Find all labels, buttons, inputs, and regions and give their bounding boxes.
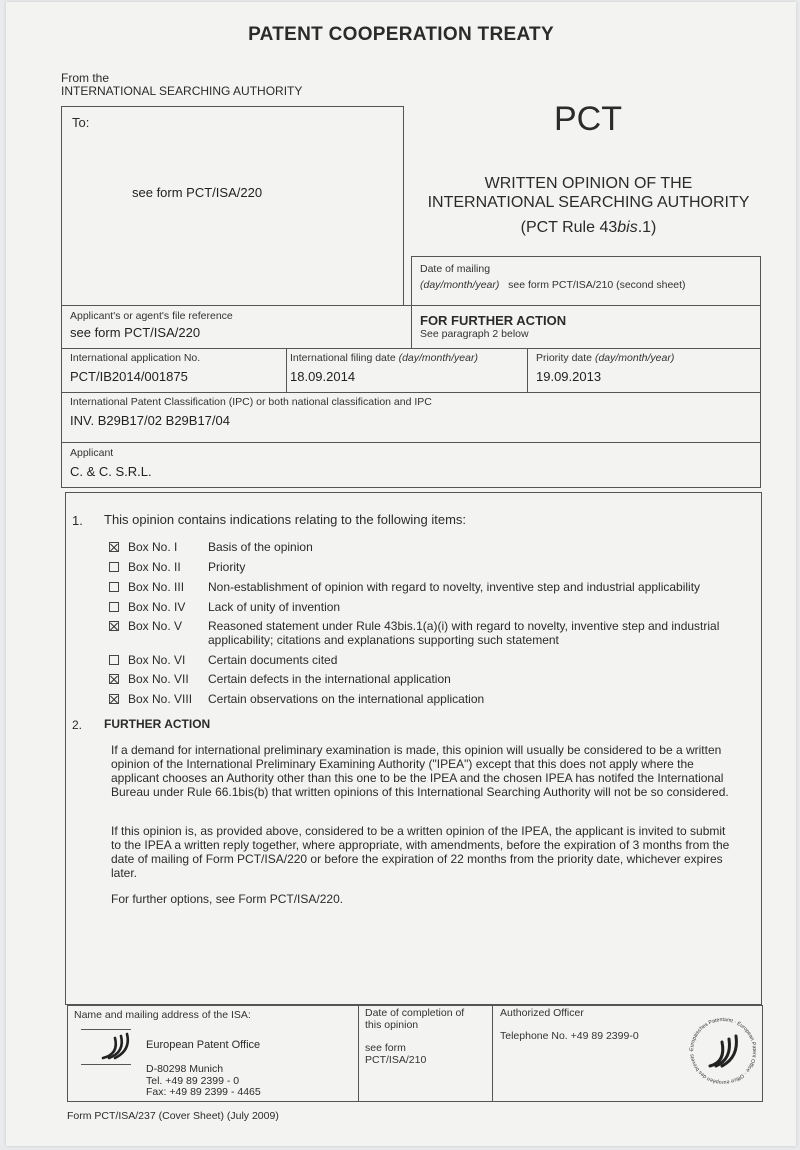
pct-mark: PCT — [554, 100, 622, 138]
item-row — [109, 560, 728, 574]
item-box-number: Box No. IV — [128, 600, 186, 614]
section2-number: 2. — [72, 718, 83, 732]
from-line: From the — [61, 71, 110, 85]
item-description: Certain defects in the international application — [208, 672, 451, 686]
file-reference-value: see form PCT/ISA/220 — [70, 325, 201, 340]
epo-fax: Fax: +49 89 2399 - 4465 — [146, 1086, 261, 1098]
item-row — [109, 672, 728, 686]
item-box-number: Box No. VII — [128, 672, 189, 686]
applicant-label: Applicant — [70, 447, 114, 459]
item-box-number: Box No. V — [128, 619, 183, 633]
checkbox-checked — [109, 621, 119, 631]
epo-address — [146, 1064, 261, 1099]
checkbox-unchecked — [109, 582, 119, 592]
application-number: PCT/IB2014/001875 — [70, 369, 188, 384]
date-of-mailing-box — [411, 256, 761, 306]
item-row — [109, 653, 728, 667]
epo-telephone: Tel. +49 89 2399 - 0 — [146, 1074, 240, 1087]
item-box-number: Box No. VI — [128, 653, 186, 667]
further-action-paragraph-3: For further options, see Form PCT/ISA/220. — [111, 892, 344, 906]
item-description: Non-establishment of opinion with regard to novelty, inventive step and industrial applicability — [208, 580, 701, 594]
priority-date-label: Priority date (day/month/year) — [536, 352, 675, 364]
item-description: Basis of the opinion — [208, 540, 313, 554]
document-title: PATENT COOPERATION TREATY — [248, 24, 554, 45]
item-box-number: Box No. VIII — [128, 692, 193, 706]
item-row — [109, 600, 728, 614]
item-description: Certain documents cited — [208, 653, 338, 667]
further-action-sub: See paragraph 2 below — [420, 328, 529, 340]
checkbox-checked — [109, 694, 119, 704]
applicant-value: C. & C. S.R.L. — [70, 464, 152, 479]
epo-city: D-80298 Munich — [146, 1063, 224, 1075]
officer-telephone: Telephone No. +49 89 2399-0 — [500, 1030, 639, 1042]
document-page — [6, 2, 796, 1146]
checkbox-checked — [109, 674, 119, 684]
item-row — [109, 580, 728, 594]
item-description: Certain observations on the international application — [208, 692, 485, 706]
item-description: Lack of unity of invention — [208, 600, 341, 614]
epo-seal-stamp-icon — [684, 1012, 762, 1090]
item-row — [109, 692, 728, 706]
item-row — [109, 619, 728, 647]
epo-logo-icon — [99, 1032, 133, 1062]
item-box-number: Box No. III — [128, 580, 185, 594]
item-box-number: Box No. II — [128, 560, 181, 574]
svg-text:Europäisches Patentamt · Europ: Europäisches Patentamt · European Patent Office · Office européen des brevets · — [688, 1016, 758, 1086]
filing-date: 18.09.2014 — [290, 369, 356, 384]
rule-reference: (PCT Rule 43bis.1) — [520, 219, 657, 236]
isa-address-label: Name and mailing address of the ISA: — [74, 1009, 251, 1021]
filing-date-label: International filing date (day/month/year) — [290, 352, 478, 364]
completion-date-label: Date of completion of this opinion — [365, 1007, 465, 1031]
from-authority-name: INTERNATIONAL SEARCHING AUTHORITY — [61, 84, 303, 98]
item-description: Priority — [208, 560, 246, 574]
date-of-mailing-value: (day/month/year) see form PCT/ISA/210 (second sheet) — [420, 279, 686, 291]
item-description: Reasoned statement under Rule 43bis.1(a)(i) with regard to novelty, inventive step and industrial applicability; citations and explanations supporting such statement — [208, 619, 720, 647]
opinion-title — [411, 174, 766, 237]
item-row — [109, 540, 728, 554]
checkbox-unchecked — [109, 562, 119, 572]
checkbox-checked — [109, 542, 119, 552]
item-box-number: Box No. I — [128, 540, 178, 554]
file-reference-label: Applicant's or agent's file reference — [70, 310, 233, 322]
section2-heading: FURTHER ACTION — [104, 717, 211, 731]
further-action-title: FOR FURTHER ACTION — [420, 313, 567, 328]
opinion-title-line1: WRITTEN OPINION OF THE — [484, 175, 693, 192]
section1-heading: This opinion contains indications relating to the following items: — [104, 512, 467, 527]
ipc-value: INV. B29B17/02 B29B17/04 — [70, 413, 230, 428]
addressee-value: see form PCT/ISA/220 — [132, 185, 263, 200]
opinion-title-line2: INTERNATIONAL SEARCHING AUTHORITY — [427, 194, 750, 211]
checkbox-unchecked — [109, 602, 119, 612]
section1-number: 1. — [72, 513, 83, 528]
ipc-label: International Patent Classification (IPC) or both national classification and IPC — [70, 396, 432, 408]
authorized-officer-label: Authorized Officer — [500, 1007, 584, 1019]
application-number-label: International application No. — [70, 352, 201, 364]
form-identifier: Form PCT/ISA/237 (Cover Sheet) (July 2009) — [67, 1110, 279, 1122]
from-authority — [61, 72, 302, 98]
further-action-paragraph-2: If this opinion is, as provided above, considered to be a written opinion of the IPEA, the applicant is invited to submit to the IPEA a written reply together, where appropriate, with amendments, before the expiration of 3 months from the date of mailing of Form PCT/ISA/220 or before the expiration of 22 months from the priority date, whichever expires later. — [111, 824, 730, 880]
date-of-mailing-label: Date of mailing — [420, 263, 491, 275]
checkbox-unchecked — [109, 655, 119, 665]
further-action-paragraph-1: If a demand for international preliminary examination is made, this opinion will usually be considered to be a written opinion of the International Preliminary Examining Authority ("IPEA") except that this does not apply where the applicant chooses an Authority other than this one to be the IPEA and the chosen IPEA has notifed the International Bureau under Rule 66.1bis(b) that written opinions of this International Searching Authority will not be so considered. — [111, 743, 729, 799]
addressee-box — [61, 106, 404, 306]
priority-date: 19.09.2013 — [536, 369, 602, 384]
to-label: To: — [72, 115, 90, 130]
completion-date-value: see form PCT/ISA/210 — [365, 1042, 427, 1066]
epo-name: European Patent Office — [146, 1039, 261, 1051]
